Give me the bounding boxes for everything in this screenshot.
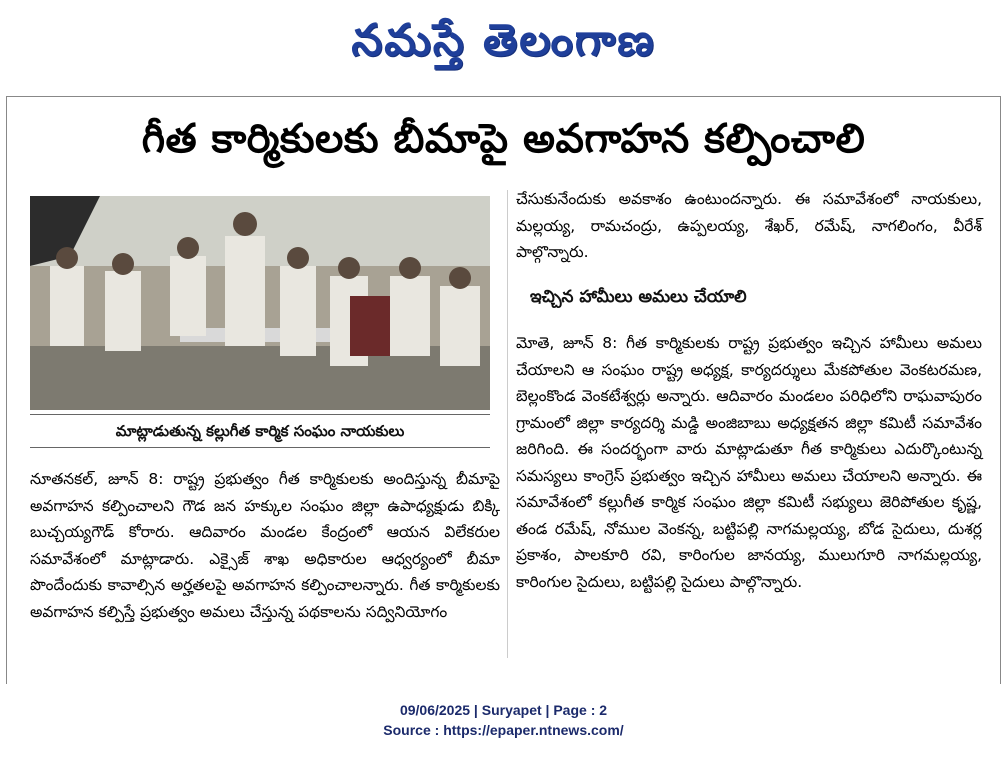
article-frame-left [6, 96, 7, 684]
right-column-top [516, 186, 982, 266]
article-headline: గీత కార్మికులకు బీమాపై అవగాహన కల్పించాలి [141, 116, 866, 162]
photo-illustration [30, 196, 490, 410]
right-top-text: చేసుకునేందుకు అవకాశం ఉంటుందన్నారు. ఈ సమావేశంలో నాయకులు, మల్లయ్య, రామచంద్రు, ఉప్పలయ్య, శేఖర్, రమేష్, నాగలింగం, వీరేశ్ పాల్గొన్నారు. [516, 190, 982, 261]
left-column-text: నూతనకల్, జూన్ 8: రాష్ట్ర ప్రభుత్వం గీత కార్మికులకు అందిస్తున్న బీమాపై అవగాహన కల్పించాలని గౌడ జన హక్కుల సంఘం జిల్లా ఉపాధ్యక్షుడు బిక్కి బుచ్చయ్యగౌడ్ కోరారు. ఆదివారం మండల కేంద్రంలో ఆయన విలేకరుల సమావేశంలో మాట్లాడారు. ఎక్సైజ్ శాఖ అధికారుల ఆధ్వర్యంలో బీమా పొందేందుకు కావాల్సిన అర్హతలపై అవగాహన కల్పించాలన్నారు. గీత కార్మికులకు అవగాహన కల్పిస్తే ప్రభుత్వం అమలు చేస్తున్న పథకాలను సద్వినియోగం [30, 470, 500, 621]
photo-caption: మాట్లాడుతున్న కల్లుగీత కార్మిక సంఘం నాయకులు [30, 414, 490, 448]
right-column-bottom [516, 330, 982, 595]
footer-source[interactable]: Source : https://epaper.ntnews.com/ [383, 722, 624, 738]
left-column [30, 466, 500, 625]
article-photo [30, 196, 490, 410]
article-frame-right [1000, 96, 1001, 684]
column-divider [507, 190, 508, 658]
page-footer [0, 700, 1007, 740]
newspaper-logo: నమస్తే తెలంగాణ [351, 15, 656, 66]
article-frame-top [6, 96, 1001, 97]
footer-date-edition: 09/06/2025 | Suryapet | Page : 2 [399, 702, 608, 718]
masthead [0, 0, 1007, 82]
sub-heading: ఇచ్చిన హామీలు అమలు చేయాలి [530, 287, 747, 307]
right-bottom-text: మోతె, జూన్ 8: గీత కార్మికులకు రాష్ట్ర ప్రభుత్వం ఇచ్చిన హామీలు అమలు చేయాలని ఆ సంఘం రాష్ట్ర అధ్యక్ష, కార్యదర్శులు మేకపోతుల వెంకటరమణ, బెల్లంకొండ వెంకటేశ్వర్లు అన్నారు. ఆదివారం మండలం పరిధిలోని రాఘవాపురం గ్రామంలో జిల్లా కార్యదర్శి మడ్డి అంజిబాబు అధ్యక్షతన జిల్లా కమిటీ సమావేశం జరిగింది. ఈ సందర్భంగా వారు మాట్లాడుతూ గీత కార్మికులు ఎదుర్కొంటున్న సమస్యలు కాంగ్రెస్ ప్రభుత్వం ఇచ్చిన హామీలు అమలు చేయాలని అన్నారు. ఈ సమావేశంలో కల్లుగీత కార్మిక సంఘం జిల్లా కమిటీ సభ్యులు జెరిపోతుల కృష్ణ, తండ రమేష్, నోముల వెంకన్న, బట్టిపల్లి నాగమల్లయ్య, బోడ సైదులు, దుశర్ల ప్రకాశం, పాలకూరి రవి, కారింగుల జానయ్య, ములుగూరి నాగమల్లయ్య, కారింగుల సైదులు, బట్టిపల్లి సైదులు పాల్గొన్నారు. [516, 334, 982, 591]
